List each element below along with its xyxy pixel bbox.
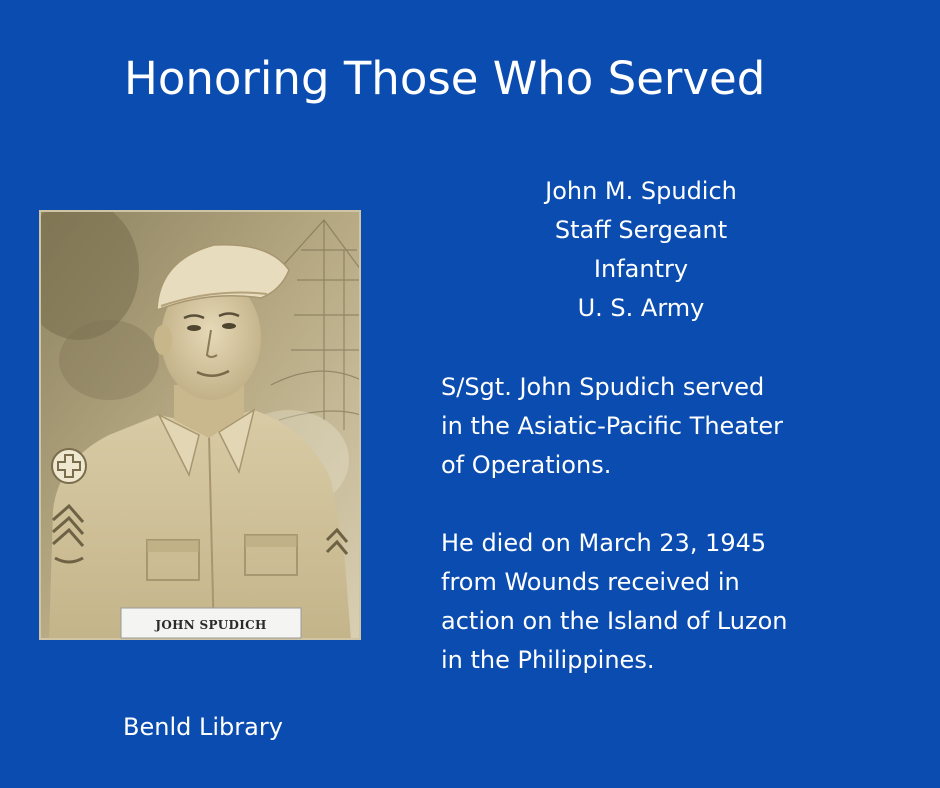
death-line: action on the Island of Luzon (441, 607, 788, 635)
service-paragraph (441, 368, 861, 485)
service-line: S/Sgt. John Spudich served (441, 373, 765, 401)
photo-nameplate: JOHN SPUDICH (155, 618, 267, 632)
death-paragraph (441, 524, 861, 680)
soldier-service: U. S. Army (577, 294, 705, 322)
soldier-name: John M. Spudich (545, 177, 737, 205)
page-title: Honoring Those Who Served (124, 52, 766, 105)
death-line: He died on March 23, 1945 (441, 529, 767, 557)
death-line: from Wounds received in (441, 568, 740, 596)
death-line: in the Philippines. (441, 646, 655, 674)
soldier-branch-unit: Infantry (593, 255, 689, 283)
service-line: in the Asiatic-Pacific Theater (441, 412, 784, 440)
library-credit: Benld Library (123, 713, 283, 741)
soldier-identity (440, 172, 842, 328)
soldier-rank: Staff Sergeant (554, 216, 728, 244)
soldier-portrait-photo (39, 210, 361, 640)
portrait-illustration (39, 210, 361, 640)
service-line: of Operations. (441, 451, 612, 479)
